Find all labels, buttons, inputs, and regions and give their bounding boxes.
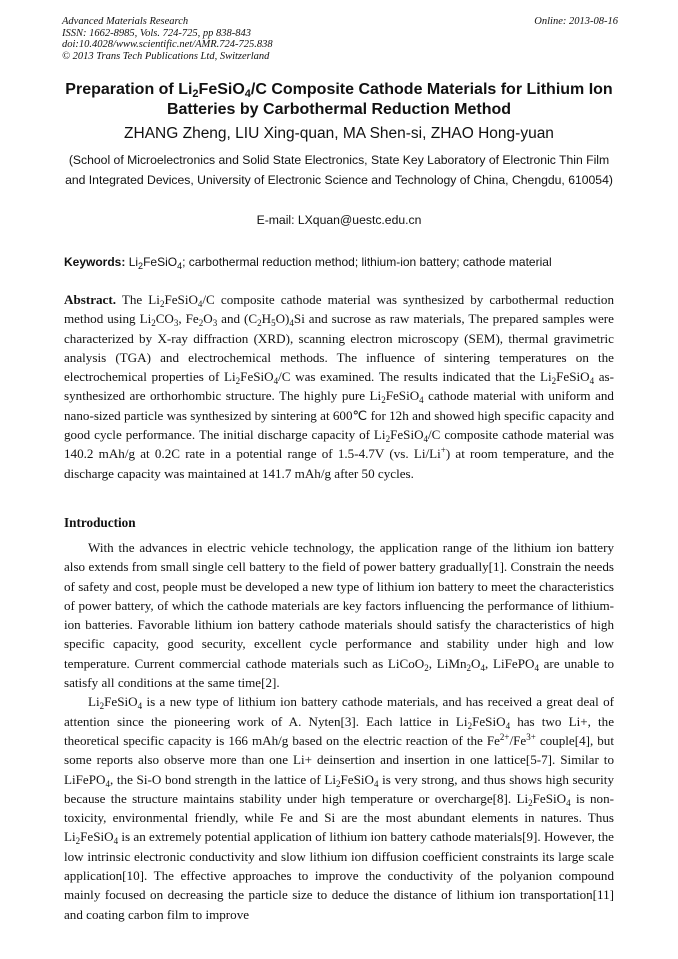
doi-line: doi:10.4028/www.scientific.net/AMR.724-725.838 [62, 39, 273, 50]
paper-title: Preparation of $Li_2FeSiO_4/C$ Composite Cathode Materials for Lithium Ion Batteries by Carbothermal Reduction Method [65, 81, 613, 118]
journal-header [62, 16, 618, 62]
section-heading-introduction: Introduction [64, 515, 136, 530]
email-line: E-mail: LXquan@uestc.edu.cn [256, 213, 422, 227]
keywords: Keywords: $Li_2FeSiO_4$; carbothermal reduction method; lithium-ion battery; cathode material [64, 255, 552, 271]
abstract: Abstract. The $Li_2FeSiO_4/C$ composite cathode material was synthesized by carbothermal reduction method using $Li_2CO_3$, $Fe_2O_3$ and $(C_2H_5O)_4Si$ and sucrose as raw materials, The prepared samples were characterized by X-ray diffraction (XRD), scanning electron microscopy (SEM), thermal gravimetric analysis (TGA) and electrochemical methods. The influence of sintering temperatures on the electrochemical properties of $Li_2FeSiO_4/C$ was examined. The results indicated that the $Li_2FeSiO_4$ as-synthesized are orthorhombic structure. The highly pure $Li_2FeSiO_4$ cathode material with uniform and nano-sized particle was synthesized by sintering at 600℃ for 12h and showed high specific capacity and good cycle performance. The initial discharge capacity of $Li_2FeSiO_4/C$ composite cathode material was 140.2 mAh/g at 0.2C rate in a potential range of 1.5-4.7V (vs. Li/Li+) at room temperature, and the discharge capacity was maintained at 141.7 mAh/g after 50 cycles. [64, 292, 615, 481]
journal-name: Advanced Materials Research [62, 16, 189, 27]
affiliation: (School of Microelectronics and Solid State Electronics, State Key Laboratory of Electronic Thin Film and Integrated Devices, University of Electronic Science and Technology of China, Chengdu, 610054) [65, 153, 613, 187]
keywords-label: Keywords: [64, 255, 126, 269]
paragraph: With the advances in electric vehicle technology, the application range of the lithium ion battery also extends from small single cell battery to the field of power battery gradually[1]. Constrain the needs of safety and cost, people must be developed a new type of lithium ion battery to meet the characteristics of power battery, of which the cathode materials are key factors influencing the performance of lithium-ion batteries. Favorable lithium ion battery cathode materials should satisfy the characteristics of high specific capacity, good security, excellent cycle performance and stability under high and low temperature. Current commercial cathode materials such as LiCoO$_2$, $LiMn_2O_4$, LiFePO$_4$ are unable to satisfy all conditions at the same time[2]. [64, 540, 615, 691]
abstract-label: Abstract. [64, 292, 116, 307]
copyright-line: © 2013 Trans Tech Publications Ltd, Switzerland [62, 50, 270, 62]
paragraph: $Li_2FeSiO_4$ is a new type of lithium ion battery cathode materials, and has received a great deal of attention since the pioneering work of A. Nyten[3]. Each lattice in $Li_2FeSiO_4$ has two Li+, the theoretical specific capacity is 166 mAh/g based on the electric reaction of the $Fe^{2+}/Fe^{3+}$ couple[4], but some reports also observe more than one Li+ deinsertion and insertion in one lattice[5-7]. Similar to LiFePO$_4$, the Si-O bond strength in the lattice of $Li_2FeSiO_4$ is very strong, and thus shows high security because the structure maintains stability under high temperature or overcharge[8]. $Li_2FeSiO_4$ is non-toxicity, environmental friendly, while Fe and Si are the most abundant elements in natures. Thus $Li_2FeSiO_4$ is an extremely potential application of lithium ion battery cathode materials[9]. However, the low intrinsic electronic conductivity and slow lithium ion diffusion coefficient constraints its large scale application[10]. The effective approaches to improve the conductivity of the polyanion compound mainly focused on decreasing the particle size to deduce the distance of lithium ion transportation[11] and coating carbon film to improve [64, 694, 614, 922]
issn-line: ISSN: 1662-8985, Vols. 724-725, pp 838-843 [62, 27, 251, 39]
online-date: Online: 2013-08-16 [534, 16, 618, 27]
introduction-body [64, 538, 614, 924]
author-list: ZHANG Zheng, LIU Xing-quan, MA Shen-si, ZHAO Hong-yuan [124, 125, 554, 142]
